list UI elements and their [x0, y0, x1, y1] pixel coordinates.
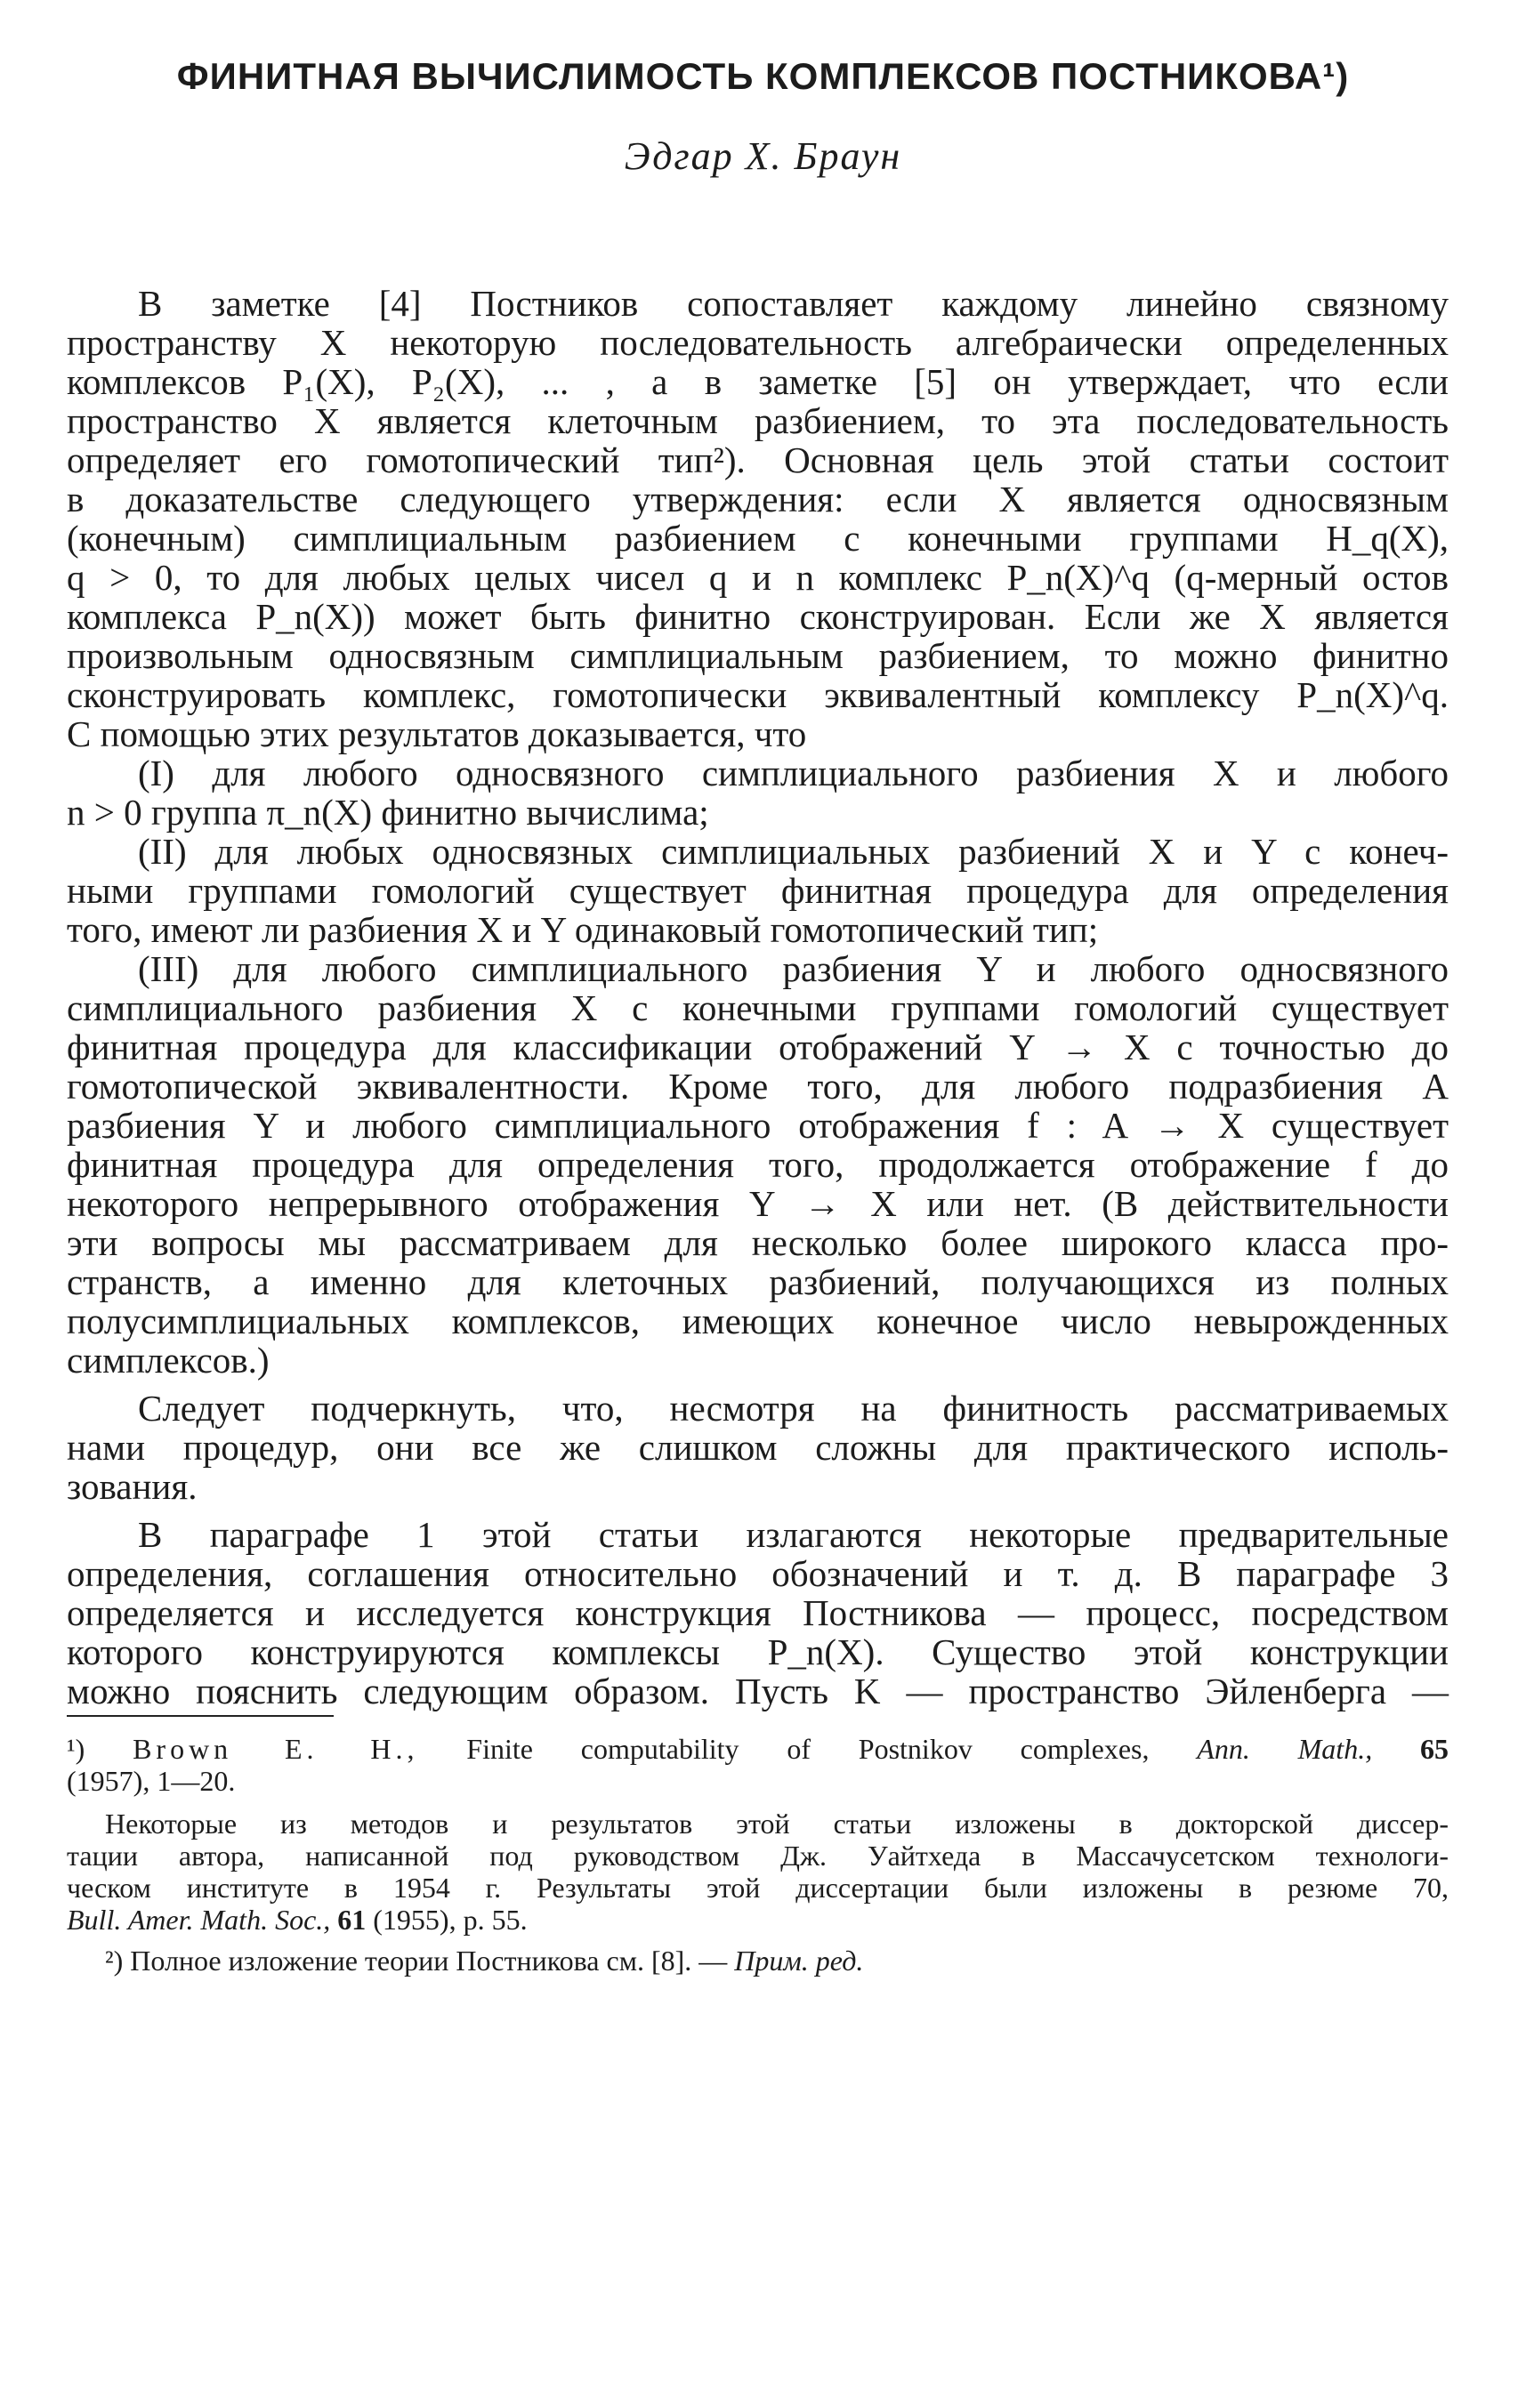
footnote-note-line-3: ческом институте в 1954 г. Результаты этой диссертации были изложены в резюме 70,	[67, 1872, 1449, 1904]
body-line: эти вопросы мы рассматриваем для несколько более широкого класса про-	[67, 1222, 1449, 1263]
footnote-note-line-4	[67, 1904, 1449, 1936]
body-line: комплексов P₁(X), P₂(X), ... , а в заметке [5] он утверждает, что если	[67, 361, 1449, 402]
body-line: полусимплициальных комплексов, имеющих конечное число невырожденных	[67, 1301, 1449, 1341]
footnote-note-volume: 61	[337, 1904, 367, 1936]
body-line: n > 0 группа π_n(X) финитно вычислима;	[67, 792, 709, 833]
body-line: В заметке [4] Постников сопоставляет каждому линейно связному	[138, 283, 1449, 324]
body-line: того, имеют ли разбиения X и Y одинаковый гомотопический тип;	[67, 909, 1099, 950]
body-line: (I) для любого односвязного симплициального разбиения X и любого	[138, 753, 1449, 793]
footnote-1-volume: 65	[1420, 1733, 1449, 1765]
footnote-2-marker: ²)	[105, 1945, 124, 1977]
footnote-2	[105, 1945, 1449, 1977]
body-line: (конечным) симплициальным разбиением с конечными группами H_q(X),	[67, 518, 1449, 559]
footnote-note-rest: (1955), p. 55.	[373, 1904, 528, 1936]
footnote-note-line-1: Некоторые из методов и результатов этой статьи изложены в докторской диссер-	[105, 1808, 1449, 1840]
body-line: симплициального разбиения X с конечными группами гомологий существует	[67, 987, 1449, 1028]
body-line: комплекса P_n(X)) может быть финитно сконструирован. Если же X является	[67, 596, 1449, 637]
body-line: пространству X некоторую последовательность алгебраически определенных	[67, 322, 1449, 363]
body-line: симплексов.)	[67, 1340, 270, 1381]
body-line: финитная процедура для классификации отображений Y → X с точностью до	[67, 1027, 1449, 1067]
body-line: ными группами гомологий существует финитная процедура для определения	[67, 870, 1449, 911]
body-line: гомотопической эквивалентности. Кроме того, для любого подразбиения A	[67, 1066, 1449, 1107]
body-line: в доказательстве следующего утверждения: если X является односвязным	[67, 479, 1449, 519]
body-line: финитная процедура для определения того, продолжается отображение f до	[67, 1144, 1449, 1185]
article-author: Эдгар Х. Браун	[624, 134, 902, 178]
body-line: С помощью этих результатов доказывается, что	[67, 713, 807, 754]
body-line: q > 0, то для любых целых чисел q и n комплекс P_n(X)^q (q-мерный остов	[67, 557, 1449, 598]
body-line: некоторого непрерывного отображения Y → X или нет. (В действительности	[67, 1183, 1449, 1224]
body-line: (II) для любых односвязных симплициальных разбиений X и Y с конеч-	[138, 831, 1449, 872]
body-line: определяется и исследуется конструкция Постникова — процесс, посредством	[67, 1592, 1449, 1633]
footnote-1-author: Brown E. H.,	[133, 1733, 419, 1765]
footnote-note-line-2: тации автора, написанной под руководством Дж. Уайтхеда в Массачусетском технологи-	[67, 1840, 1449, 1872]
body-line: произвольным односвязным симплициальным разбиением, то можно финитно	[67, 635, 1449, 676]
body-line: (III) для любого симплициального разбиения Y и любого односвязного	[138, 948, 1449, 989]
body-line: Следует подчеркнуть, что, несмотря на финитность рассматриваемых	[138, 1388, 1449, 1429]
body-line: нами процедур, они все же слишком сложны для практического исполь-	[67, 1427, 1449, 1468]
footnote-2-editor-note: Прим. ред.	[734, 1945, 864, 1977]
body-line: пространство X является клеточным разбиением, то эта последовательность	[67, 400, 1449, 441]
footnote-2-text: Полное изложение теории Постникова см. [8]. —	[130, 1945, 728, 1977]
body-line: В параграфе 1 этой статьи излагаются некоторые предварительные	[138, 1514, 1449, 1555]
body-line: странств, а именно для клеточных разбиений, получающихся из полных	[67, 1261, 1449, 1302]
footnote-divider	[67, 1715, 334, 1717]
footnote-1-title: Finite computability of Postnikov complexes,	[466, 1733, 1150, 1765]
body-line: сконструировать комплекс, гомотопически эквивалентный комплексу P_n(X)^q.	[67, 674, 1449, 715]
footnote-1-journal: Ann. Math.,	[1197, 1733, 1373, 1765]
footnote-1-line-1	[67, 1733, 1449, 1765]
body-line: определяет его гомотопический тип²). Основная цель этой статьи состоит	[67, 439, 1449, 480]
body-line: зования.	[67, 1466, 198, 1507]
footnote-1-line-2: (1957), 1—20.	[67, 1765, 236, 1797]
article-title: ФИНИТНАЯ ВЫЧИСЛИМОСТЬ КОМПЛЕКСОВ ПОСТНИКОВА¹)	[176, 55, 1350, 97]
footnote-1-marker: ¹)	[67, 1733, 85, 1765]
body-line: которого конструируются комплексы P_n(X). Существо этой конструкции	[67, 1631, 1449, 1672]
body-line: определения, соглашения относительно обозначений и т. д. В параграфе 3	[67, 1553, 1449, 1594]
body-line: можно пояснить следующим образом. Пусть K — пространство Эйленберга —	[67, 1671, 1449, 1711]
body-line: разбиения Y и любого симплициального отображения f : A → X существует	[67, 1105, 1449, 1146]
footnote-note-journal: Bull. Amer. Math. Soc.,	[67, 1904, 331, 1936]
